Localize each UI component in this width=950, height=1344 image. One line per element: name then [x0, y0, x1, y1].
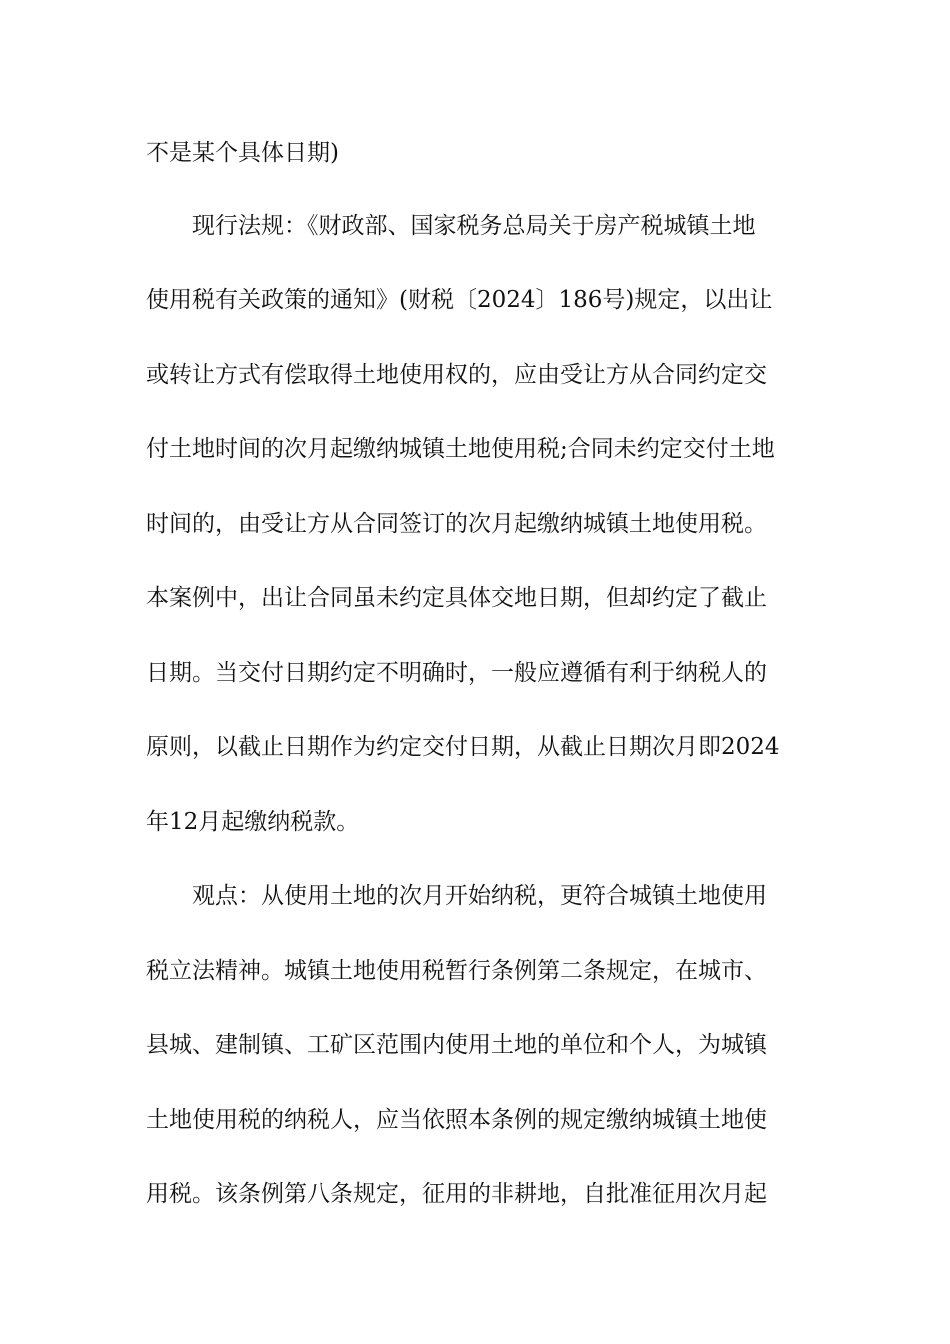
- text-line: 使用税有关政策的通知》(财税〔2024〕186号)规定，以出让: [146, 287, 773, 313]
- text-line: 税立法精神。城镇土地使用税暂行条例第二条规定，在城市、: [146, 958, 767, 984]
- text-line: 年12月起缴纳税款。: [146, 809, 360, 835]
- text-line: 日期。当交付日期约定不明确时，一般应遵循有利于纳税人的: [146, 660, 767, 686]
- text-line: 县城、建制镇、工矿区范围内使用土地的单位和个人，为城镇: [146, 1032, 767, 1058]
- text-line: 用税。该条例第八条规定，征用的非耕地，自批准征用次月起: [146, 1181, 767, 1207]
- text-line: 时间的，由受让方从合同签订的次月起缴纳城镇土地使用税。: [146, 511, 767, 537]
- paragraph-start-line: 现行法规：《财政部、国家税务总局关于房产税城镇土地: [192, 213, 756, 239]
- text-line: 土地使用税的纳税人，应当依照本条例的规定缴纳城镇土地使: [146, 1107, 767, 1133]
- paragraph-start-line: 观点：从使用土地的次月开始纳税，更符合城镇土地使用: [192, 883, 767, 909]
- text-line: 原则，以截止日期作为约定交付日期，从截止日期次月即2024: [146, 734, 780, 760]
- text-line: 付土地时间的次月起缴纳城镇土地使用税;合同未约定交付土地: [146, 436, 775, 462]
- text-line: 不是某个具体日期): [146, 140, 339, 166]
- text-line: 或转让方式有偿取得土地使用权的，应由受让方从合同约定交: [146, 362, 767, 388]
- text-line: 本案例中，出让合同虽未约定具体交地日期，但却约定了截止: [146, 585, 767, 611]
